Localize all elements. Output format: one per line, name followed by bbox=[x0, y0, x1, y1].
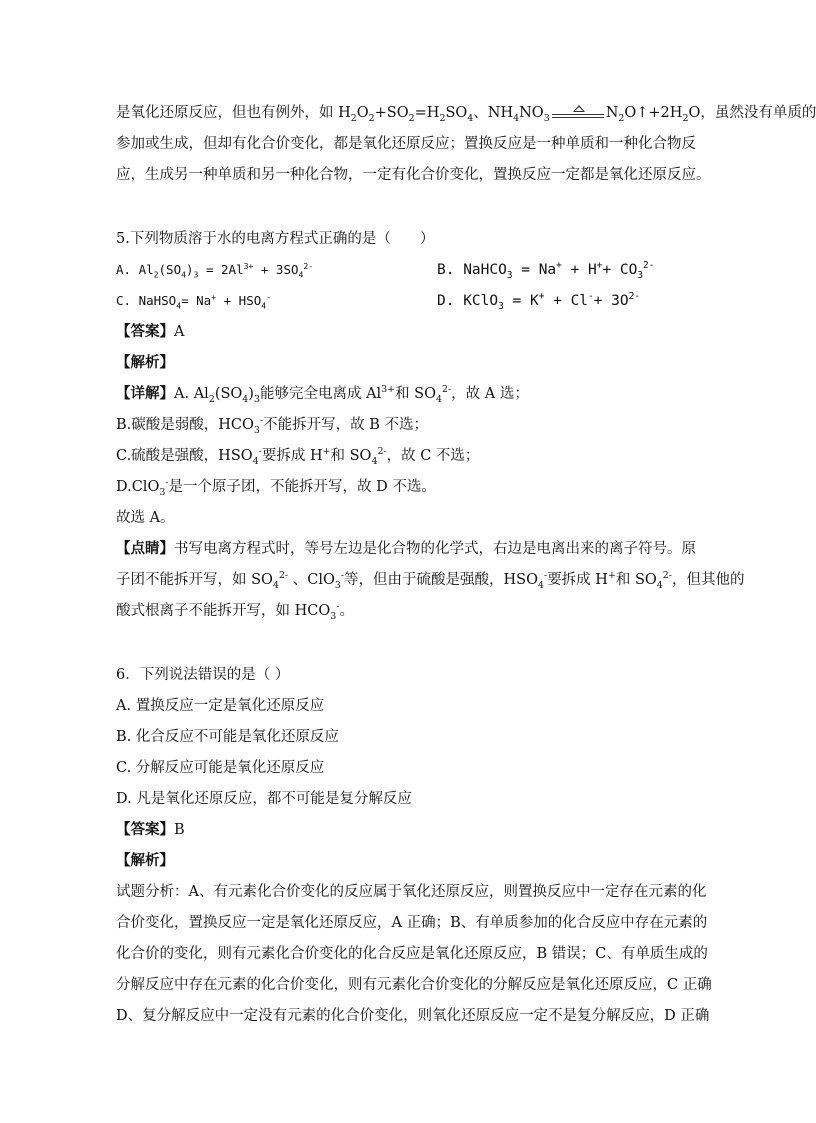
q6-answer: 【答案】B bbox=[116, 821, 185, 838]
q5-tip-3: 酸式根离子不能拆开写，如 $HCO_3^-$。 bbox=[116, 601, 354, 622]
q5-option-c: C. NaHSO$_4$= $Na^+ + HSO_4^-$ bbox=[116, 291, 272, 311]
q5-detail-1: 【详解】A. $Al_2(SO_4)_3$能够完全电离成 $Al^{3+}$和 $SO_4^{2-}$，故 A 选； bbox=[116, 384, 529, 405]
q6-analysis-5: D、复分解反应中一定没有元素的化合价变化，则氧化还原反应一定不是复分解反应，D 正确 bbox=[116, 1008, 710, 1024]
q5-stem: 5.下列物质溶于水的电离方程式正确的是（ ） bbox=[116, 231, 435, 247]
q6-analysis-2: 合价变化，置换反应一定是氧化还原反应，A 正确；B、有单质参加的化合反应中存在元素的 bbox=[116, 915, 708, 931]
heat-condition-icon bbox=[552, 105, 604, 119]
q5-detail-3: C.硫酸是强酸，$HSO_4^-$要拆成 H+和 $SO_4^{2-}$，故 C 不选； bbox=[116, 446, 480, 467]
q5-detail-2: B.碳酸是弱酸，$HCO_3^-$不能拆开写，故 B 不选； bbox=[116, 415, 428, 436]
q5-answer: 【答案】A bbox=[116, 323, 185, 340]
q6-analysis-4: 分解反应中存在元素的化合价变化，则有元素化合价变化的分解反应是氧化还原反应，C 正确 bbox=[116, 977, 712, 993]
q5-detail-5: 故选 A。 bbox=[116, 510, 175, 526]
intro-line-1: 是氧化还原反应，但也有例外，如 $H_2O_2+SO_2=H_2SO_4$、$NH_4NO_3$ $N_2O↑+2H_2O$，虽然没有单质的 bbox=[116, 105, 816, 124]
q6-option-a: A. 置换反应一定是氧化还原反应 bbox=[116, 698, 325, 714]
q6-analysis-label: 【解析】 bbox=[116, 852, 174, 869]
q5-tip-2: 子团不能拆开写，如 $SO_4^{2-}$ 、ClO$_3$-等，但由于硫酸是强酸，$HSO_4^-$要拆成 H+和 $SO_4^{2-}$，但其他的 bbox=[116, 570, 745, 591]
q6-option-c: C. 分解反应可能是氧化还原反应 bbox=[116, 760, 325, 776]
q5-tip-1: 【点睛】书写电离方程式时，等号左边是化合物的化学式，右边是电离出来的离子符号。原 bbox=[116, 540, 696, 557]
q5-option-a: A. $Al_2(SO_4)_3 = 2Al^{3+} + 3SO_4^{2-}$ bbox=[116, 260, 314, 280]
q5-analysis-label: 【解析】 bbox=[116, 354, 174, 371]
q5-detail-4: D.ClO$_3$-是一个原子团，不能拆开写，故 D 不选。 bbox=[116, 477, 436, 498]
intro-line-2: 参加或生成，但却有化合价变化，都是氧化还原反应；置换反应是一种单质和一种化合物反 bbox=[116, 136, 696, 152]
q6-stem: 6．下列说法错误的是（ ） bbox=[116, 667, 290, 683]
q5-option-b: B. NaHCO$_3$ = $Na^+ + H^++ CO_3^{2-}$ bbox=[437, 260, 655, 281]
q6-option-b: B. 化合反应不可能是氧化还原反应 bbox=[116, 729, 339, 745]
q6-analysis-1: 试题分析：A、有元素化合价变化的反应属于氧化还原反应，则置换反应中一定存在元素的化 bbox=[116, 884, 707, 900]
q6-analysis-3: 化合价的变化，则有元素化合价变化的化合反应是氧化还原反应，B 错误；C、有单质生成的 bbox=[116, 946, 708, 962]
q5-option-d: D. KClO$_3$ = $K^+ + Cl^-+ 3O^{2-}$ bbox=[437, 291, 640, 312]
intro-line-3: 应，生成另一种单质和另一种化合物，一定有化合价变化，置换反应一定都是氧化还原反应。 bbox=[116, 167, 711, 183]
q6-option-d: D. 凡是氧化还原反应，都不可能是复分解反应 bbox=[116, 791, 412, 807]
